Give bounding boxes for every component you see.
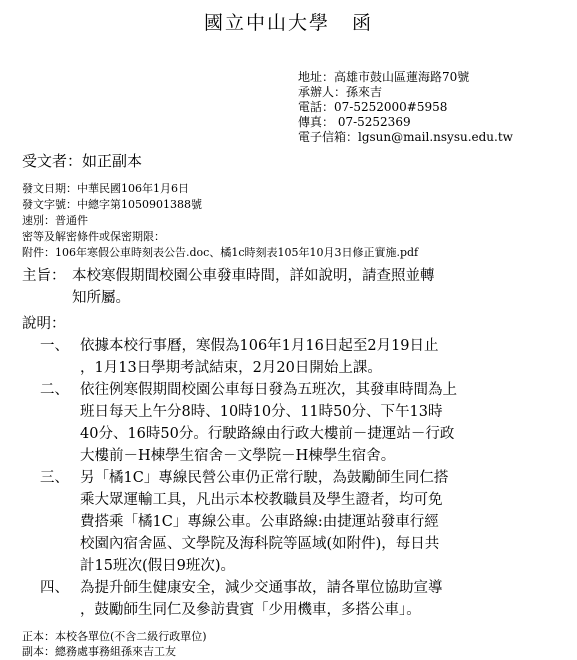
fax: 傳真： 07-5252369 — [298, 115, 411, 129]
explanation-label: 說明： — [22, 316, 66, 332]
email: 電子信箱：lgsun@mail.nsysu.edu.tw — [298, 130, 513, 144]
explanation-item-1 — [80, 335, 550, 379]
explanation-item-4 — [80, 577, 550, 621]
item-line: 計15班次(假日9班次)。 — [80, 558, 235, 574]
copy-recipient: 副本：總務處事務組孫來吉工友 — [22, 645, 176, 658]
security-level: 密等及解密條件或保密期限： — [22, 230, 165, 243]
item-line: 班日每天上午分8時、10時10分、11時50分、下午13時 — [80, 404, 443, 420]
speed: 速別：普通件 — [22, 214, 88, 227]
subject-line: 本校寒假期間校園公車發車時間，詳如說明，請查照並轉 — [72, 268, 435, 284]
explanation-item-3 — [80, 467, 550, 577]
item-number: 四、 — [40, 580, 69, 596]
item-line: 大樓前－H棟學生宿舍－文學院－H棟學生宿舍。 — [80, 448, 396, 464]
item-line: ，1月13日學期考試結束，2月20日開始上課。 — [80, 360, 382, 376]
item-line: 為提升師生健康安全，減少交通事故，請各單位協助宣導 — [80, 580, 443, 596]
recipient: 受文者：如正副本 — [22, 152, 143, 170]
subject-line: 知所屬。 — [72, 290, 130, 306]
letter-title — [0, 8, 577, 35]
item-line: 依往例寒假期間校園公車每日發為五班次，其發車時間為上 — [80, 382, 457, 398]
main-recipient: 正本：本校各單位(不含二級行政單位) — [22, 630, 207, 643]
phone: 電話：07-5252000#5958 — [298, 100, 448, 114]
contact-person: 承辦人：孫來吉 — [298, 85, 383, 99]
issue-number: 發文字號：中總字第1050901388號 — [22, 198, 202, 211]
item-line: 另「橘1C」專線民營公車仍正常行駛，為鼓勵師生同仁搭 — [80, 470, 449, 486]
item-line: 依據本校行事曆，寒假為106年1月16日起至2月19日止 — [80, 338, 439, 354]
attachment: 附件：106年寒假公車時刻表公告.doc、橘1c時刻表105年10月3日修正實施.pdf — [22, 246, 419, 259]
org-name: 國立中山大學 — [203, 12, 330, 34]
item-number: 三、 — [40, 470, 69, 486]
address: 地址：高雄市鼓山區蓮海路70號 — [298, 70, 470, 84]
item-line: ，鼓勵師生同仁及參訪貴賓「少用機車，多搭公車」。 — [80, 602, 421, 618]
explanation-item-2 — [80, 379, 550, 467]
doc-type: 函 — [352, 12, 374, 34]
item-line: 校園內宿舍區、文學院及海科院等區域(如附件)，每日共 — [80, 536, 440, 552]
issue-date: 發文日期：中華民國106年1月6日 — [22, 182, 189, 195]
item-line: 費搭乘「橘1C」專線公車。公車路線:由捷運站發車行經 — [80, 514, 439, 530]
item-line: 40分、16時50分。行駛路線由行政大樓前－捷運站－行政 — [80, 426, 455, 442]
item-line: 乘大眾運輸工具，凡出示本校教職員及學生證者，均可免 — [80, 492, 443, 508]
item-number: 二、 — [40, 382, 69, 398]
subject-text — [72, 265, 557, 309]
item-number: 一、 — [40, 338, 69, 354]
subject-label: 主旨： — [22, 268, 66, 284]
